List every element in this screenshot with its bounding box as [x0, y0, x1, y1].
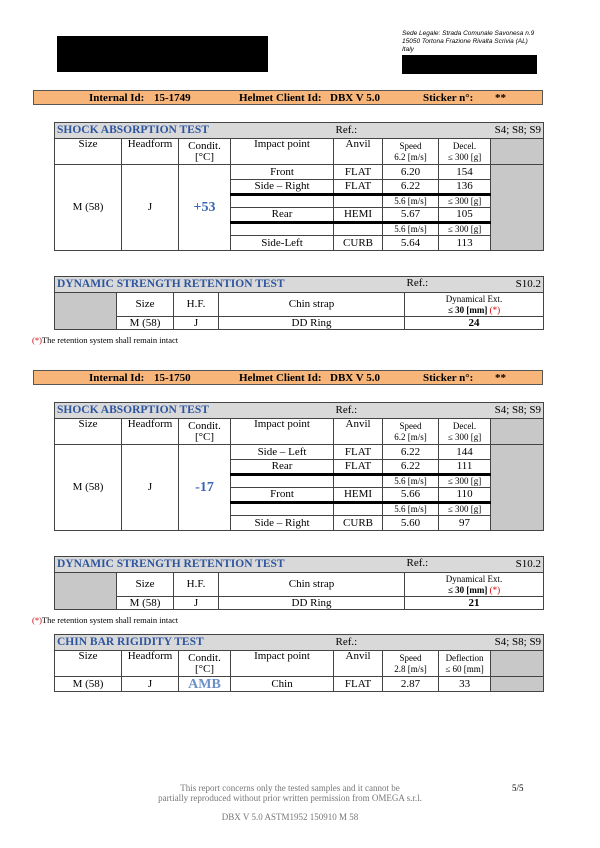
cell-anvil: FLAT	[334, 445, 383, 460]
col-decel: Decel.	[452, 420, 477, 431]
footer-disclaimer	[140, 783, 440, 803]
cell-condit: -17	[179, 445, 231, 531]
empty-cell	[231, 195, 334, 208]
cell-speed: 6.20	[383, 165, 439, 180]
cell-hf: J	[174, 317, 219, 330]
col-condit: Condit.	[188, 139, 221, 152]
standard-ref: S4; S8; S9	[439, 635, 544, 651]
cell-speed: 6.22	[383, 460, 439, 475]
cell-decel: 111	[439, 460, 491, 475]
note-text: The retention system shall remain intact	[41, 335, 179, 345]
internal-id-label: Internal Id:	[89, 92, 145, 104]
cell-headform: J	[122, 165, 179, 251]
col-decel-sub: ≤ 300 [g]	[447, 431, 482, 442]
sticker-label: Sticker n°:	[423, 92, 474, 104]
col-size: Size	[55, 139, 122, 165]
col-hf: H.F.	[174, 293, 219, 317]
col-condit-unit: [°C]	[194, 430, 215, 443]
dynamic-standard-value: S10.2	[515, 558, 542, 570]
sub-speed: 5.6 [m/s]	[383, 475, 439, 488]
col-headform: Headform	[122, 419, 179, 445]
sticker-value: **	[495, 372, 506, 384]
cell-impact: Chin	[231, 677, 334, 692]
col-hf: H.F.	[174, 573, 219, 597]
col-condit: Condit.	[188, 651, 221, 664]
ref-label: Ref.:	[406, 277, 429, 289]
address-line-2: 15050 Tortona Frazione Rivalta Scrivia (AL)	[402, 38, 528, 45]
dynamic-standard	[405, 277, 544, 293]
dynamic-standard	[405, 557, 544, 573]
grey-cell	[491, 419, 544, 445]
dynamic-title: DYNAMIC STRENGTH RETENTION TEST	[55, 557, 405, 573]
page-number: 5/5	[512, 783, 524, 793]
col-size: Size	[117, 573, 174, 597]
col-size: Size	[55, 651, 122, 677]
col-ext-mark: (*)	[489, 584, 501, 595]
grey-cell	[491, 677, 544, 692]
col-ext-sub: ≤ 30 [mm]	[447, 584, 488, 595]
sub-decel: ≤ 300 [g]	[439, 195, 491, 208]
dynamic-title: DYNAMIC STRENGTH RETENTION TEST	[55, 277, 405, 293]
sub-speed: 5.6 [m/s]	[383, 503, 439, 516]
cell-anvil: FLAT	[334, 677, 383, 692]
sample2-dynamic-table	[54, 556, 544, 610]
col-speed: Speed	[399, 652, 422, 663]
redacted-contact	[402, 55, 537, 74]
cell-deflection: 33	[439, 677, 491, 692]
address-line-1: Sede Legale: Strada Comunale Savonesa n.9	[402, 30, 535, 37]
cell-impact: Side-Left	[231, 236, 334, 251]
shock-title: SHOCK ABSORPTION TEST	[55, 123, 334, 139]
standard-ref: S4; S8; S9	[439, 403, 544, 419]
ref-label: Ref.:	[334, 123, 439, 139]
cell-ext: 24	[405, 317, 544, 330]
cell-speed: 5.60	[383, 516, 439, 531]
footer-line-1: This report concerns only the tested samples and it cannot be	[180, 783, 400, 793]
col-anvil: Anvil	[334, 419, 383, 445]
ref-label: Ref.:	[406, 557, 429, 569]
col-ext: Dynamical Ext.	[445, 293, 503, 304]
cell-impact: Front	[231, 488, 334, 503]
sample1-dynamic-table	[54, 276, 544, 330]
empty-cell	[334, 503, 383, 516]
empty-cell	[231, 475, 334, 488]
cell-headform: J	[122, 677, 179, 692]
col-anvil: Anvil	[334, 139, 383, 165]
chinbar-title: CHIN BAR RIGIDITY TEST	[55, 635, 334, 651]
sub-decel: ≤ 300 [g]	[439, 503, 491, 516]
cell-size: M (58)	[117, 317, 174, 330]
cell-anvil: HEMI	[334, 208, 383, 223]
cell-impact: Front	[231, 165, 334, 180]
cell-anvil: FLAT	[334, 180, 383, 195]
col-impact: Impact point	[231, 419, 334, 445]
standard-ref: S4; S8; S9	[439, 123, 544, 139]
shock-title: SHOCK ABSORPTION TEST	[55, 403, 334, 419]
col-speed-sub: 6.2 [m/s]	[394, 431, 427, 442]
sticker-value: **	[495, 92, 506, 104]
col-anvil: Anvil	[334, 651, 383, 677]
cell-speed: 5.67	[383, 208, 439, 223]
empty-cell	[231, 223, 334, 236]
company-address	[402, 30, 592, 54]
cell-decel: 97	[439, 516, 491, 531]
sample2-id-bar	[33, 370, 543, 385]
cell-size: M (58)	[55, 165, 122, 251]
cell-impact: Side – Right	[231, 180, 334, 195]
col-decel: Decel.	[452, 140, 477, 151]
sub-speed: 5.6 [m/s]	[383, 223, 439, 236]
note-text: The retention system shall remain intact	[41, 615, 179, 625]
sample2-shock-table	[54, 402, 544, 531]
col-ext-sub: ≤ 30 [mm]	[447, 304, 488, 315]
cell-condit: AMB	[179, 677, 231, 692]
sample1-id-bar	[33, 90, 543, 105]
empty-cell	[334, 223, 383, 236]
cell-decel: 110	[439, 488, 491, 503]
note-mark: (*)	[32, 335, 42, 345]
col-headform: Headform	[122, 651, 179, 677]
internal-id-value: 15-1750	[154, 372, 191, 384]
address-line-3: Italy	[402, 46, 414, 53]
client-id-label: Helmet Client Id:	[239, 372, 322, 384]
doc-id: DBX V 5.0 ASTM1952 150910 M 58	[221, 812, 359, 822]
sample1-shock-table	[54, 122, 544, 251]
grey-cell	[491, 445, 544, 531]
col-deflection: Deflection	[445, 652, 484, 663]
col-decel-sub: ≤ 300 [g]	[447, 151, 482, 162]
grey-cell	[55, 573, 117, 610]
client-id-label: Helmet Client Id:	[239, 92, 322, 104]
cell-speed: 5.64	[383, 236, 439, 251]
col-size: Size	[117, 293, 174, 317]
col-deflection-sub: ≤ 60 [mm]	[445, 663, 484, 674]
sub-decel: ≤ 300 [g]	[439, 223, 491, 236]
cell-ext: 21	[405, 597, 544, 610]
cell-anvil: CURB	[334, 516, 383, 531]
grey-cell	[491, 165, 544, 251]
cell-impact: Side – Right	[231, 516, 334, 531]
ref-label: Ref.:	[334, 635, 439, 651]
ref-label: Ref.:	[334, 403, 439, 419]
cell-anvil: FLAT	[334, 460, 383, 475]
sub-speed: 5.6 [m/s]	[383, 195, 439, 208]
cell-impact: Rear	[231, 460, 334, 475]
cell-size: M (58)	[55, 677, 122, 692]
cell-speed: 2.87	[383, 677, 439, 692]
cell-anvil: HEMI	[334, 488, 383, 503]
redacted-logo	[57, 36, 268, 72]
cell-hf: J	[174, 597, 219, 610]
sticker-label: Sticker n°:	[423, 372, 474, 384]
cell-decel: 136	[439, 180, 491, 195]
empty-cell	[334, 195, 383, 208]
footer-line-2: partially reproduced without prior written permission from OMEGA s.r.l.	[158, 793, 422, 803]
cell-size: M (58)	[117, 597, 174, 610]
sample1-note	[32, 335, 178, 345]
col-chin: Chin strap	[219, 293, 405, 317]
client-id-value: DBX V 5.0	[330, 372, 381, 384]
col-speed-sub: 2.8 [m/s]	[394, 663, 427, 674]
col-speed-sub: 6.2 [m/s]	[394, 151, 427, 162]
cell-condit: +53	[179, 165, 231, 251]
cell-decel: 154	[439, 165, 491, 180]
grey-cell	[55, 293, 117, 330]
col-headform: Headform	[122, 139, 179, 165]
cell-decel: 144	[439, 445, 491, 460]
col-chin: Chin strap	[219, 573, 405, 597]
cell-headform: J	[122, 445, 179, 531]
cell-chin: DD Ring	[219, 597, 405, 610]
col-speed: Speed	[399, 420, 422, 431]
dynamic-standard-value: S10.2	[515, 278, 542, 290]
internal-id-value: 15-1749	[154, 92, 191, 104]
grey-cell	[491, 139, 544, 165]
col-ext: Dynamical Ext.	[445, 573, 503, 584]
sub-decel: ≤ 300 [g]	[439, 475, 491, 488]
cell-speed: 5.66	[383, 488, 439, 503]
cell-size: M (58)	[55, 445, 122, 531]
cell-decel: 113	[439, 236, 491, 251]
sample2-chinbar-table	[54, 634, 544, 692]
internal-id-label: Internal Id:	[89, 372, 145, 384]
cell-speed: 6.22	[383, 180, 439, 195]
empty-cell	[334, 475, 383, 488]
cell-anvil: CURB	[334, 236, 383, 251]
cell-impact: Side – Left	[231, 445, 334, 460]
col-condit-unit: [°C]	[194, 150, 215, 163]
cell-decel: 105	[439, 208, 491, 223]
empty-cell	[231, 503, 334, 516]
grey-cell	[491, 651, 544, 677]
cell-impact: Rear	[231, 208, 334, 223]
cell-speed: 6.22	[383, 445, 439, 460]
cell-chin: DD Ring	[219, 317, 405, 330]
col-size: Size	[55, 419, 122, 445]
col-condit-unit: [°C]	[194, 662, 215, 675]
col-condit: Condit.	[188, 419, 221, 432]
col-speed: Speed	[399, 140, 422, 151]
cell-anvil: FLAT	[334, 165, 383, 180]
col-impact: Impact point	[231, 139, 334, 165]
client-id-value: DBX V 5.0	[330, 92, 381, 104]
col-ext-mark: (*)	[489, 304, 501, 315]
col-impact: Impact point	[231, 651, 334, 677]
sample2-note	[32, 615, 178, 625]
note-mark: (*)	[32, 615, 42, 625]
